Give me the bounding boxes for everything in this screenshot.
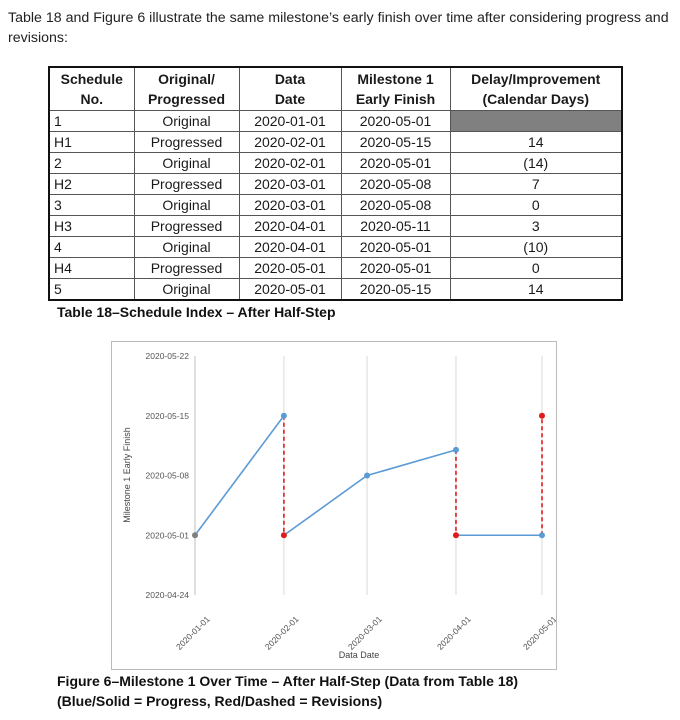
data-point [539,532,545,538]
cell-data-date: 2020-04-01 [239,216,341,237]
header-schedule-no: Schedule No. [49,67,134,111]
cell-type: Original [134,237,239,258]
cell-delay-empty [450,111,622,132]
header-data-date: Data Date [239,67,341,111]
cell-schedule-no: H4 [49,258,134,279]
cell-schedule-no: H2 [49,174,134,195]
cell-early-finish: 2020-05-15 [341,132,450,153]
cell-early-finish: 2020-05-01 [341,111,450,132]
cell-early-finish: 2020-05-15 [341,279,450,301]
cell-type: Progressed [134,216,239,237]
cell-early-finish: 2020-05-01 [341,258,450,279]
x-tick-label: 2020-02-01 [262,613,301,652]
y-tick-label: 2020-05-22 [145,351,189,361]
table-row [49,279,622,301]
cell-delay: (14) [450,153,622,174]
cell-type: Original [134,195,239,216]
y-axis-label: Milestone 1 Early Finish [122,427,132,523]
cell-early-finish: 2020-05-08 [341,174,450,195]
header-delay-improvement: Delay/Improvement (Calendar Days) [450,67,622,111]
cell-data-date: 2020-01-01 [239,111,341,132]
cell-schedule-no: 2 [49,153,134,174]
cell-schedule-no: 5 [49,279,134,301]
cell-schedule-no: H1 [49,132,134,153]
cell-delay: 0 [450,195,622,216]
point-layer [192,413,545,539]
cell-data-date: 2020-05-01 [239,258,341,279]
cell-delay: 3 [450,216,622,237]
cell-data-date: 2020-03-01 [239,195,341,216]
table-row [49,153,622,174]
cell-data-date: 2020-02-01 [239,153,341,174]
progress-solid-line [284,450,456,535]
table-row [49,174,622,195]
x-tick-label: 2020-05-01 [520,613,556,652]
intro-paragraph: Table 18 and Figure 6 illustrate the same milestone’s early finish over time after considering progress and revisions: [8,10,669,46]
cell-delay: 14 [450,279,622,301]
data-point [281,413,287,419]
cell-type: Original [134,111,239,132]
cell-early-finish: 2020-05-11 [341,216,450,237]
cell-early-finish: 2020-05-01 [341,153,450,174]
header-milestone-early-finish: Milestone 1 Early Finish [341,67,450,111]
cell-type: Progressed [134,132,239,153]
table-header-row [49,67,622,111]
x-tick-label: 2020-04-01 [434,613,473,652]
cell-early-finish: 2020-05-01 [341,237,450,258]
milestone-chart-frame [111,341,557,670]
y-tick-label: 2020-05-08 [145,470,189,481]
x-tick-label: 2020-01-01 [173,613,212,652]
cell-schedule-no: 4 [49,237,134,258]
figure-caption-line-2: (Blue/Solid = Progress, Red/Dashed = Revisions) [57,693,383,709]
cell-schedule-no: H3 [49,216,134,237]
cell-schedule-no: 3 [49,195,134,216]
table-row [49,132,622,153]
cell-data-date: 2020-02-01 [239,132,341,153]
cell-delay: 0 [450,258,622,279]
cell-schedule-no: 1 [49,111,134,132]
figure-caption-line-1: Figure 6–Milestone 1 Over Time – After Half-Step (Data from Table 18) [57,673,519,689]
table-row [49,258,622,279]
cell-type: Original [134,153,239,174]
y-tick-labels [146,351,190,600]
x-tick-labels [174,614,556,652]
cell-type: Original [134,279,239,301]
data-point [192,532,198,538]
data-point [281,532,287,538]
y-tick-label: 2020-04-24 [145,590,189,600]
cell-type: Progressed [134,258,239,279]
cell-data-date: 2020-04-01 [239,237,341,258]
header-original-progressed: Original/ Progressed [134,67,239,111]
cell-delay: 7 [450,174,622,195]
milestone-chart [112,342,556,669]
table-row [49,237,622,258]
cell-data-date: 2020-03-01 [239,174,341,195]
table-row [49,111,622,132]
table-caption: Table 18–Schedule Index – After Half-Step [57,304,336,320]
table-row [49,195,622,216]
schedule-index-table [48,66,623,301]
y-tick-label: 2020-05-01 [145,530,189,541]
cell-delay: (10) [450,237,622,258]
cell-type: Progressed [134,174,239,195]
data-point [539,413,545,419]
cell-data-date: 2020-05-01 [239,279,341,301]
data-point [364,473,370,479]
x-axis-label: Data Date [338,650,380,660]
y-tick-label: 2020-05-15 [145,410,189,421]
cell-early-finish: 2020-05-08 [341,195,450,216]
cell-delay: 14 [450,132,622,153]
data-point [453,447,459,453]
data-point [453,532,459,538]
progress-solid-line [195,416,284,536]
table-row [49,216,622,237]
x-tick-label: 2020-03-01 [346,613,384,652]
